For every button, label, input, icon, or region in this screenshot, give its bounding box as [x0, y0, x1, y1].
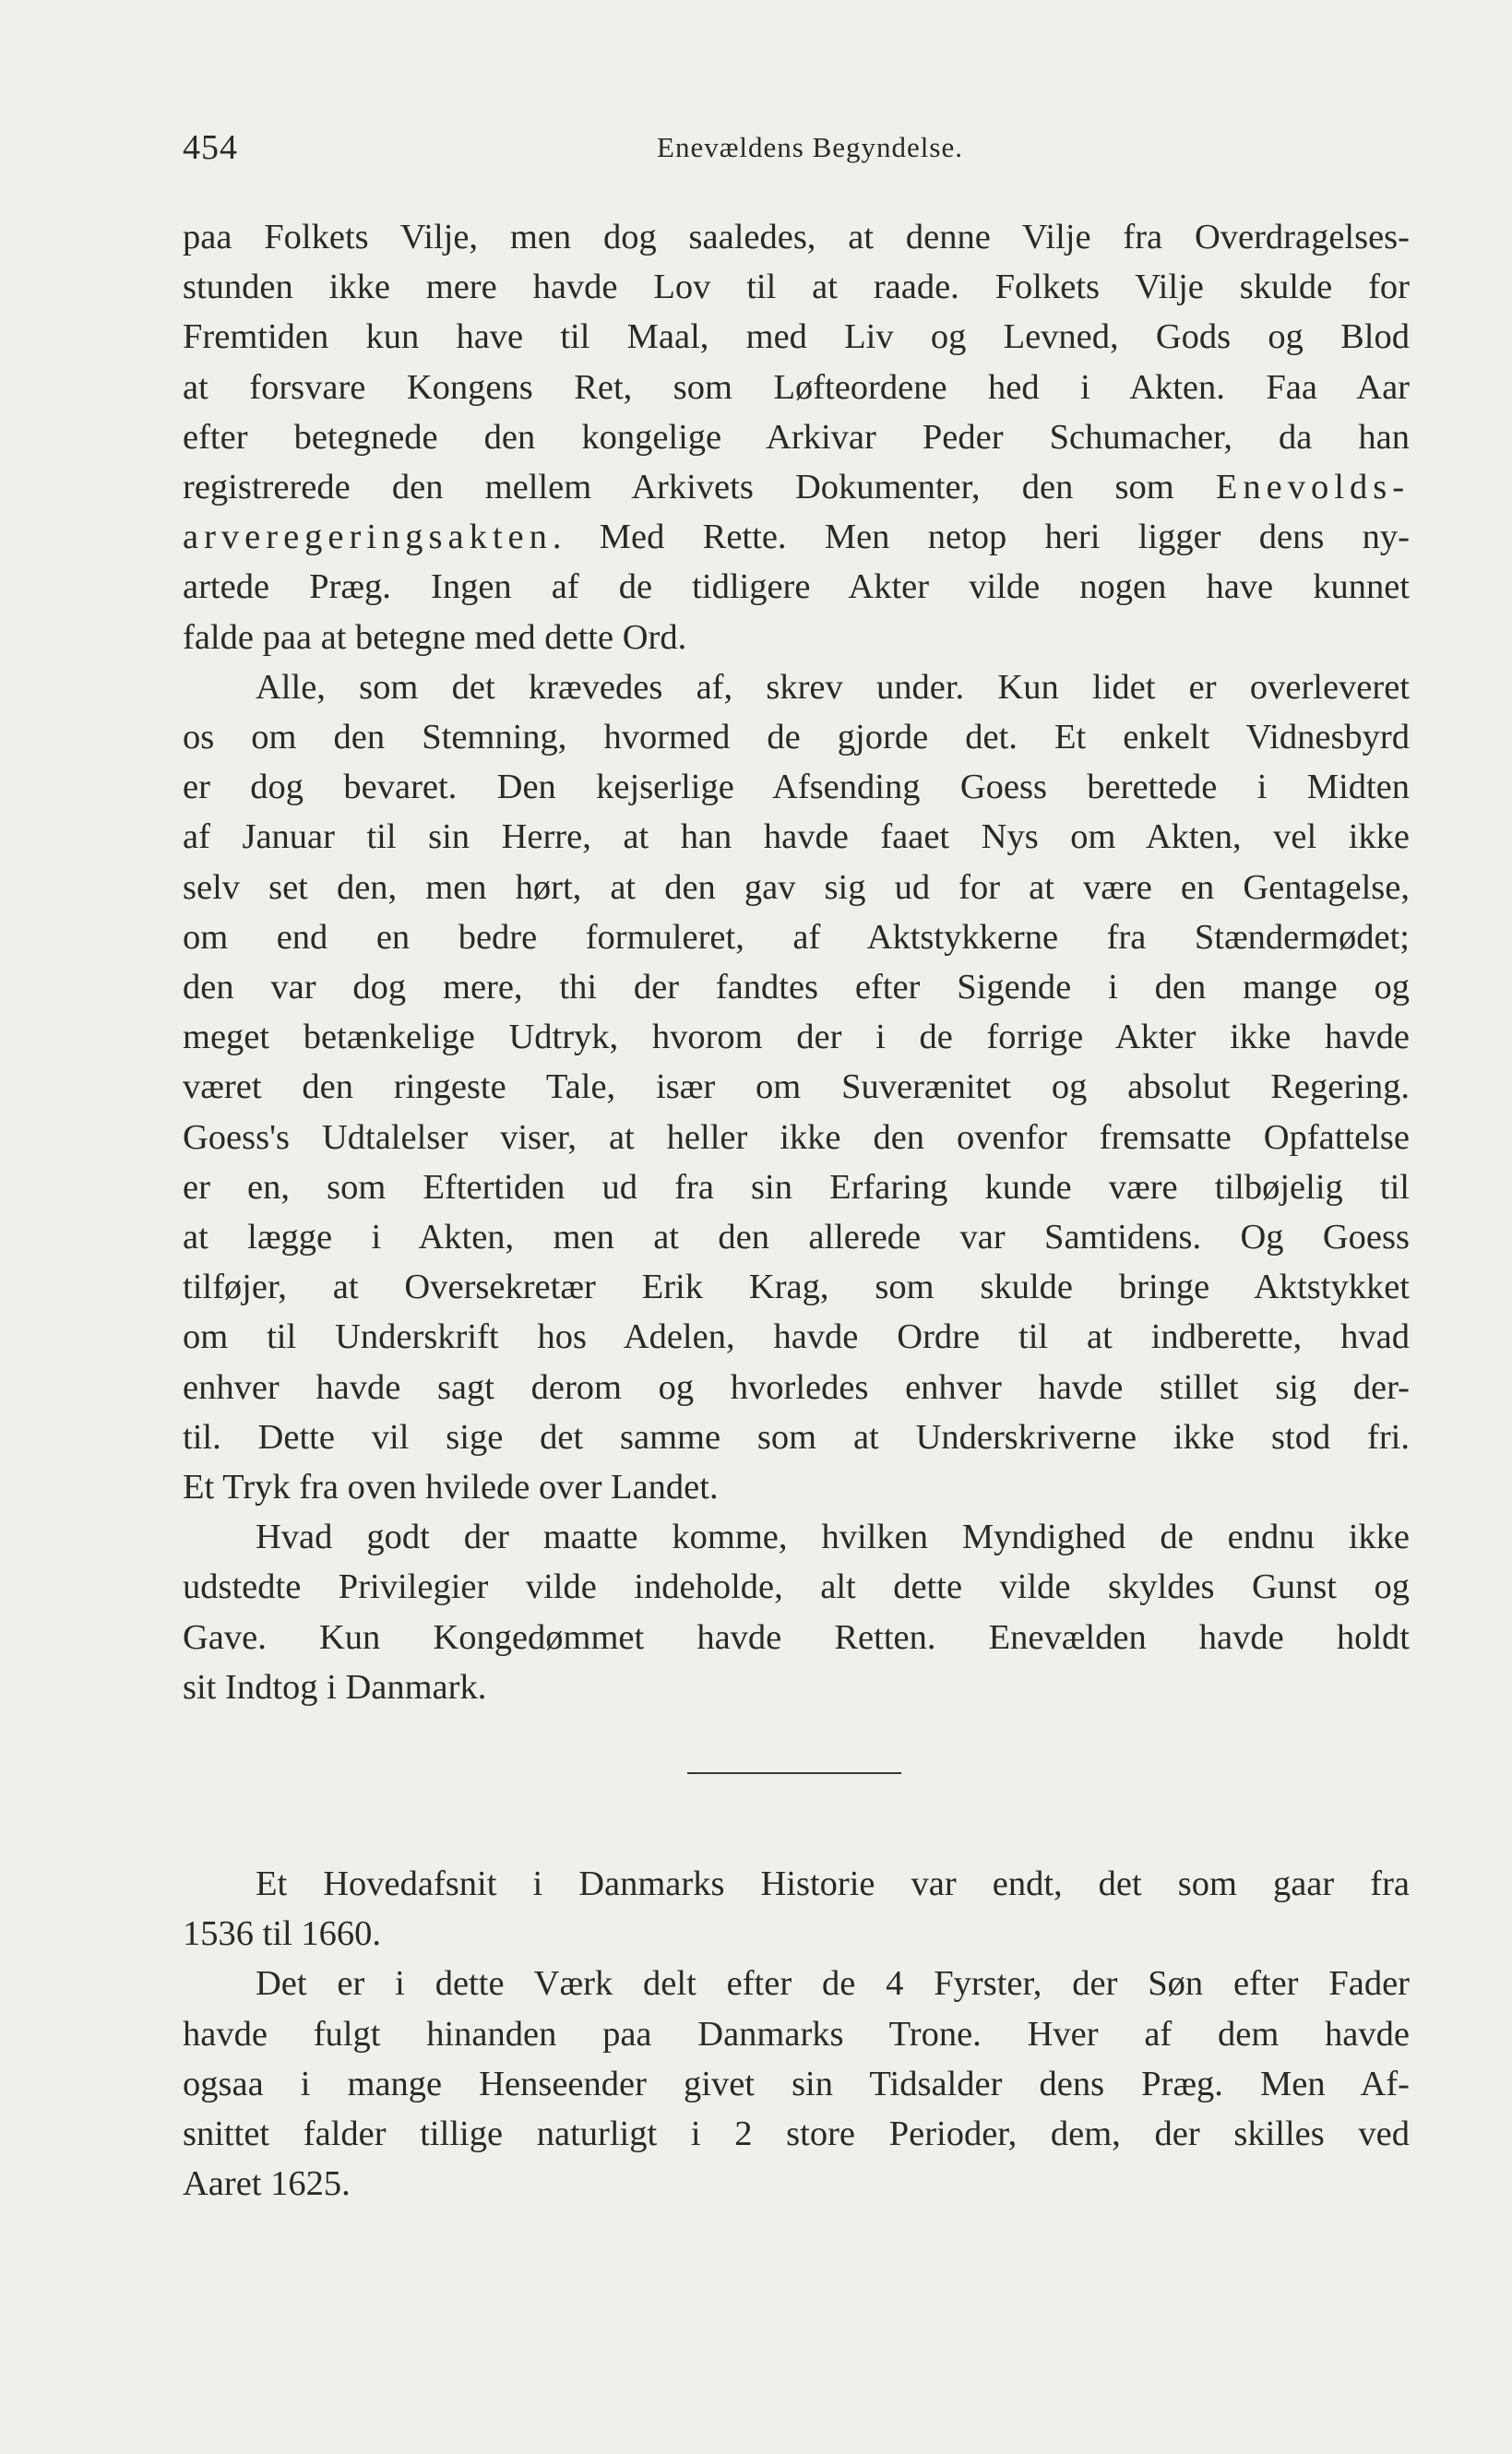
- text-fragment: . Med Rette. Men netop heri ligger dens ny-: [552, 518, 1410, 557]
- text-fragment: registrerede den mellem Arkivets Dokumenter, den som: [183, 468, 1174, 507]
- text-line: Et Hovedafsnit i Danmarks Historie var endt, det som gaar fra: [256, 1864, 1410, 1903]
- main-text: [183, 212, 1410, 1712]
- text-line: havde fulgt hinanden paa Danmarks Trone. Hver af dem havde: [183, 2014, 1410, 2054]
- text-line: enhver havde sagt derom og hvorledes enhver havde stillet sig der-: [183, 1367, 1410, 1407]
- text-line: os om den Stemning, hvormed de gjorde det. Et enkelt Vidnesbyrd: [183, 718, 1410, 757]
- text-line: Fremtiden kun have til Maal, med Liv og Levned, Gods og Blod: [183, 317, 1410, 357]
- text-line: til. Dette vil sige det samme som at Underskriverne ikke stod fri.: [183, 1417, 1410, 1457]
- text-line: efter betegnede den kongelige Arkivar Peder Schumacher, da han: [183, 417, 1410, 457]
- text-line: [183, 462, 1410, 512]
- text-line: sit Indtog i Danmark.: [183, 1667, 487, 1707]
- page-number: 454: [183, 128, 238, 167]
- text-line: falde paa at betegne med dette Ord.: [183, 617, 687, 657]
- text-line: udstedte Privilegier vilde indeholde, alt dette vilde skyldes Gunst og: [183, 1567, 1410, 1607]
- text-line: [183, 512, 1410, 562]
- text-line: Aaret 1625.: [183, 2164, 351, 2204]
- text-line: Gave. Kun Kongedømmet havde Retten. Enevælden havde holdt: [183, 1617, 1410, 1657]
- text-line: at lægge i Akten, men at den allerede var Samtidens. Og Goess: [183, 1218, 1410, 1257]
- text-line: er en, som Eftertiden ud fra sin Erfaring kunde være tilbøjelig til: [183, 1167, 1410, 1207]
- text-line: af Januar til sin Herre, at han havde faaet Nys om Akten, vel ikke: [183, 817, 1410, 857]
- text-line: den var dog mere, thi der fandtes efter Sigende i den mange og: [183, 968, 1410, 1007]
- text-line: 1536 til 1660.: [183, 1914, 381, 1954]
- text-line: meget betænkelige Udtryk, hvorom der i de forrige Akter ikke havde: [183, 1018, 1410, 1057]
- text-line: om til Underskrift hos Adelen, havde Ordre til at indberette, hvad: [183, 1317, 1410, 1357]
- text-line: tilføjer, at Oversekretær Erik Krag, som skulde bringe Aktstykket: [183, 1268, 1410, 1307]
- text-line: ogsaa i mange Henseender givet sin Tidsalder dens Præg. Men Af-: [183, 2064, 1410, 2103]
- text-line: artede Præg. Ingen af de tidligere Akter vilde nogen have kunnet: [183, 567, 1410, 607]
- text-line: paa Folkets Vilje, men dog saaledes, at denne Vilje fra Overdragelses-: [183, 218, 1410, 256]
- page-header: [183, 127, 1410, 183]
- text-line: at forsvare Kongens Ret, som Løfteordene hed i Akten. Faa Aar: [183, 367, 1410, 407]
- text-line: er dog bevaret. Den kejserlige Afsending Goess berettede i Midten: [183, 768, 1410, 807]
- text-line: Det er i dette Værk delt efter de 4 Fyrster, der Søn efter Fader: [256, 1964, 1410, 2004]
- text-line: Hvad godt der maatte komme, hvilken Myndighed de endnu ikke: [256, 1518, 1410, 1557]
- text-line: været den ringeste Tale, især om Suverænitet og absolut Regering.: [183, 1067, 1410, 1107]
- text-line: Et Tryk fra oven hvilede over Landet.: [183, 1468, 719, 1507]
- text-line: Alle, som det krævedes af, skrev under. Kun lidet er overleveret: [256, 667, 1410, 707]
- closing-text: [183, 1859, 1410, 2209]
- spaced-term: arveregeringsakten: [183, 518, 553, 557]
- spaced-term: Enevolds-: [1215, 468, 1411, 507]
- section-divider: [687, 1772, 901, 1774]
- text-line: om end en bedre formuleret, af Aktstykkerne fra Stændermødet;: [183, 917, 1410, 957]
- text-line: Goess's Udtalelser viser, at heller ikke den ovenfor fremsatte Opfattelse: [183, 1117, 1410, 1157]
- text-line: snittet falder tillige naturligt i 2 store Perioder, dem, der skilles ved: [183, 2114, 1410, 2154]
- text-line: selv set den, men hørt, at den gav sig ud for at være en Gentagelse,: [183, 867, 1410, 907]
- text-line: stunden ikke mere havde Lov til at raade. Folkets Vilje skulde for: [183, 268, 1410, 307]
- running-title: Enevældens Begyndelse.: [657, 131, 963, 163]
